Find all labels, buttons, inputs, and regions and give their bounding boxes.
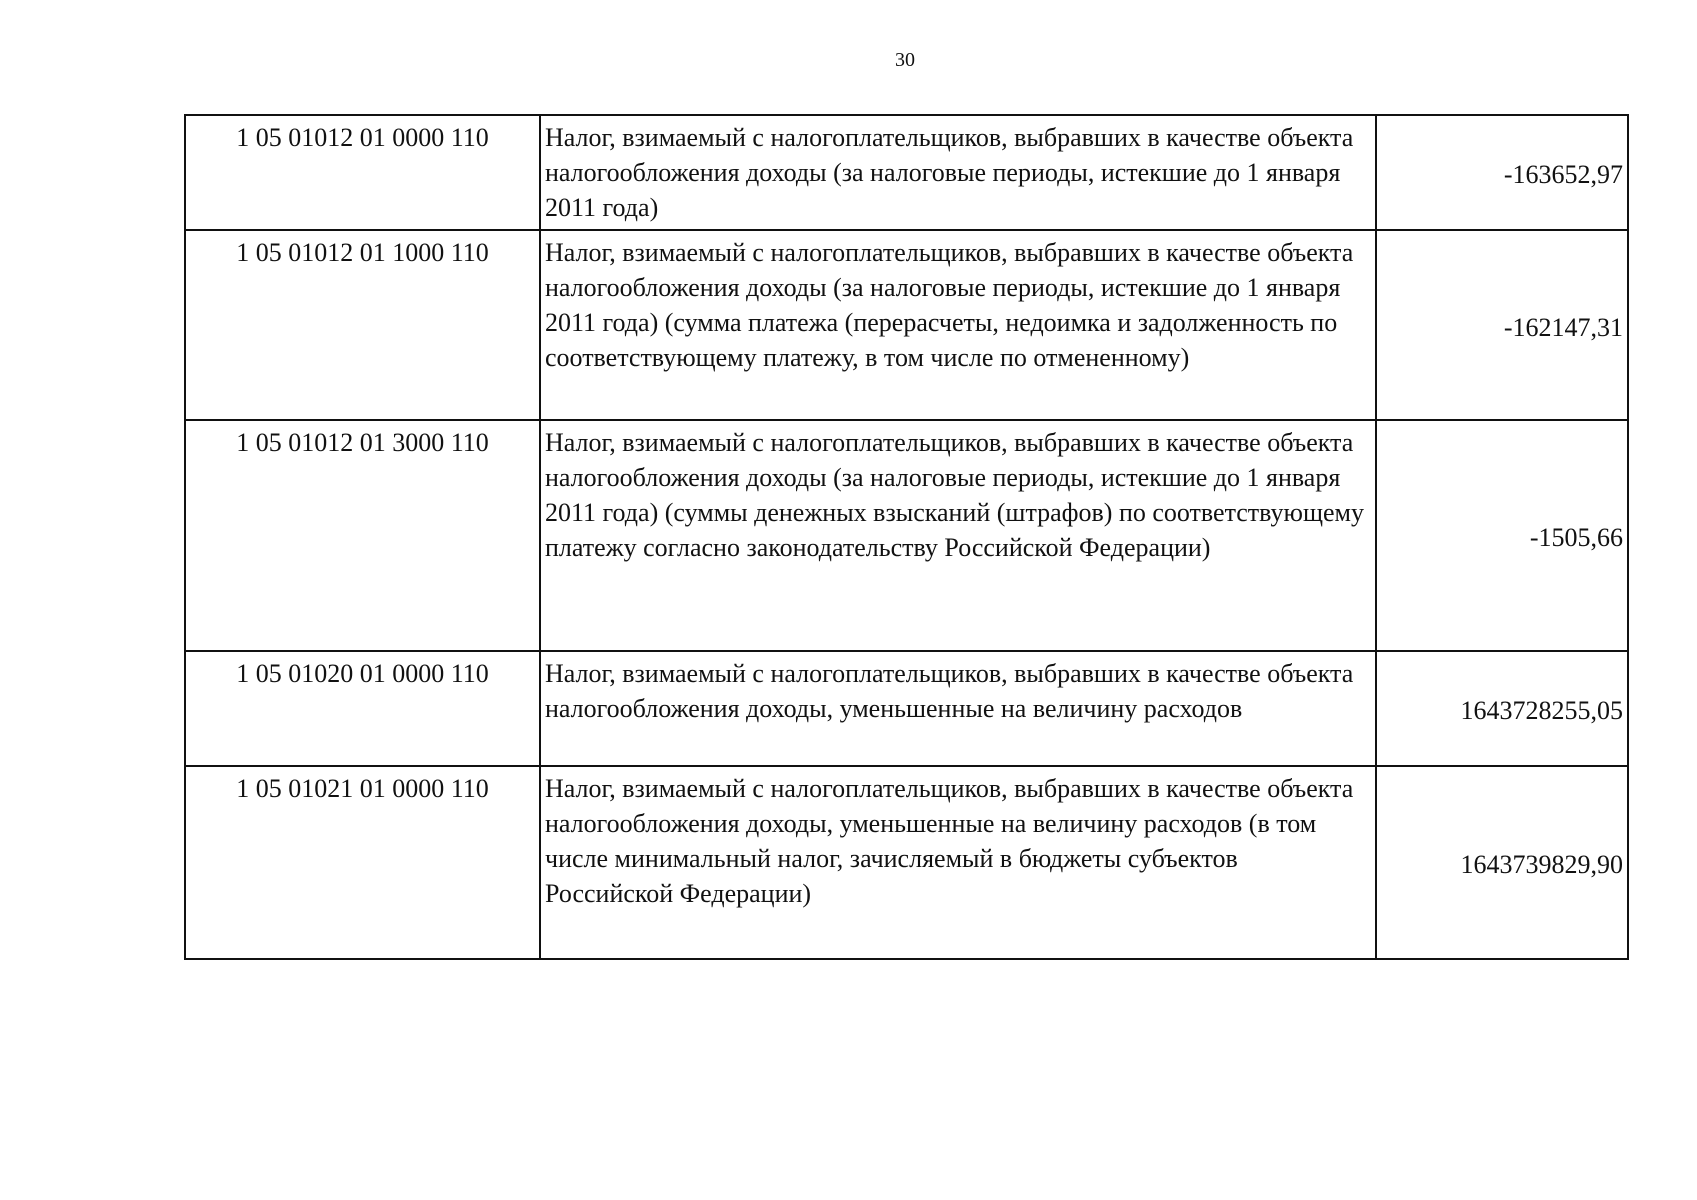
table-row bbox=[185, 420, 1628, 651]
revenue-table bbox=[184, 114, 1629, 960]
amount-cell: -162147,31 bbox=[1376, 230, 1628, 420]
table-row bbox=[185, 651, 1628, 766]
budget-code-cell: 1 05 01012 01 0000 110 bbox=[185, 115, 540, 230]
table-row bbox=[185, 115, 1628, 230]
amount-cell: 1643739829,90 bbox=[1376, 766, 1628, 959]
budget-code-cell: 1 05 01020 01 0000 110 bbox=[185, 651, 540, 766]
description-cell: Налог, взимаемый с налогоплательщиков, выбравших в качестве объекта налогообложения доходы (за налоговые периоды, истекшие до 1 января 2011 года) bbox=[540, 115, 1376, 230]
amount-cell: -1505,66 bbox=[1376, 420, 1628, 651]
budget-code-cell: 1 05 01021 01 0000 110 bbox=[185, 766, 540, 959]
description-cell: Налог, взимаемый с налогоплательщиков, выбравших в качестве объекта налогообложения доходы (за налоговые периоды, истекшие до 1 января 2011 года) (суммы денежных взысканий (штрафов) по соответствующему платежу согласно законодательству Российской Федерации) bbox=[540, 420, 1376, 651]
budget-code-cell: 1 05 01012 01 1000 110 bbox=[185, 230, 540, 420]
budget-code-cell: 1 05 01012 01 3000 110 bbox=[185, 420, 540, 651]
description-cell: Налог, взимаемый с налогоплательщиков, выбравших в качестве объекта налогообложения доходы, уменьшенные на величину расходов bbox=[540, 651, 1376, 766]
amount-cell: 1643728255,05 bbox=[1376, 651, 1628, 766]
table-row bbox=[185, 766, 1628, 959]
description-cell: Налог, взимаемый с налогоплательщиков, выбравших в качестве объекта налогообложения доходы (за налоговые периоды, истекшие до 1 января 2011 года) (сумма платежа (перерасчеты, недоимка и задолженность по соответствующему платежу, в том числе по отмененному) bbox=[540, 230, 1376, 420]
description-cell: Налог, взимаемый с налогоплательщиков, выбравших в качестве объекта налогообложения доходы, уменьшенные на величину расходов (в том числе минимальный налог, зачисляемый в бюджеты субъектов Российской Федерации) bbox=[540, 766, 1376, 959]
table-row bbox=[185, 230, 1628, 420]
page-number: 30 bbox=[895, 49, 915, 71]
amount-cell: -163652,97 bbox=[1376, 115, 1628, 230]
